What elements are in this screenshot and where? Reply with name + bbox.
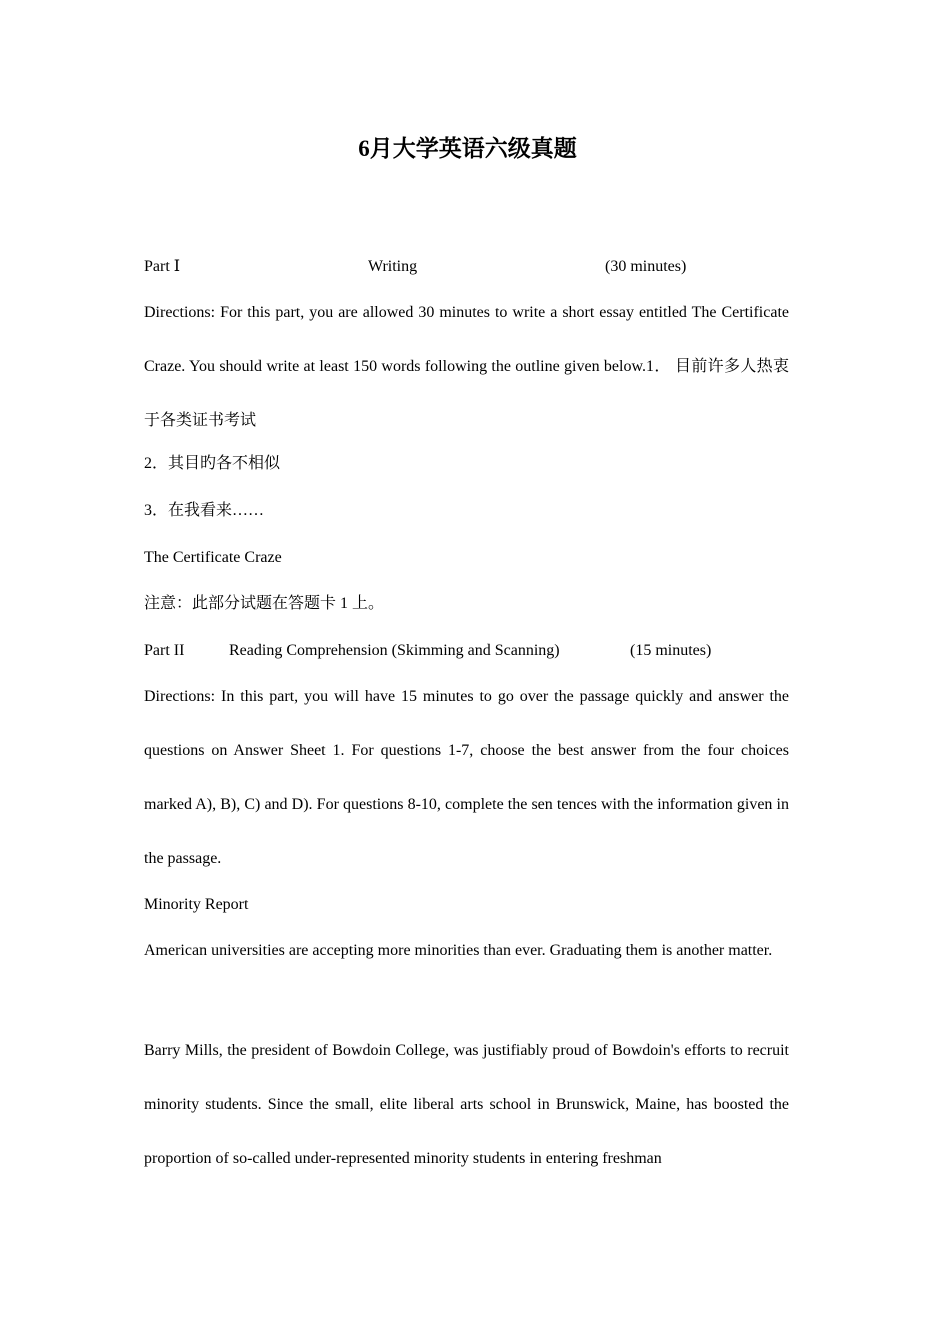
document-title: 6月大学英语六级真题 bbox=[358, 136, 577, 161]
part2-directions: Directions: In this part, you will have 15 minutes to go over the passage quickly and answer the questions on Answer Sheet 1. For questions 1-7, choose the best answer from the four choices marked A), B), C) and D). For questions 8-10, complete the sen tences with the information given in the passage. bbox=[144, 688, 789, 867]
essay-title: The Certificate Craze bbox=[144, 549, 282, 566]
passage-title: Minority Report bbox=[144, 896, 249, 913]
part1-header bbox=[144, 256, 789, 278]
part2-label: Part II bbox=[144, 642, 185, 659]
passage-paragraph-1: American universities are accepting more minorities than ever. Graduating them is another matter. bbox=[144, 942, 773, 959]
part1-name: Writing bbox=[368, 258, 418, 275]
part2-time: (15 minutes) bbox=[630, 642, 712, 659]
part1-directions: Directions: For this part, you are allowed 30 minutes to write a short essay entitled The Certificate Craze. You should write at least 150 words following the outline given below.1． 目前许多人热衷于各类证书考试 bbox=[144, 304, 789, 429]
outline-item-3: 3．在我看来…… bbox=[144, 502, 265, 519]
part1-time: (30 minutes) bbox=[605, 258, 687, 275]
part2-header bbox=[144, 640, 789, 662]
part1-label: Part Ⅰ bbox=[144, 258, 181, 275]
part2-name: Reading Comprehension (Skimming and Scanning) bbox=[229, 642, 560, 659]
passage-paragraph-2: Barry Mills, the president of Bowdoin College, was justifiably proud of Bowdoin's efforts to recruit minority students. Since the small, elite liberal arts school in Brunswick, Maine, has boosted the proportion of so-called under-represented minority students in entering freshman bbox=[144, 1042, 789, 1167]
part1-note: 注意：此部分试题在答题卡 1 上。 bbox=[144, 595, 385, 612]
outline-item-2: 2．其目旳各不相似 bbox=[144, 455, 281, 472]
